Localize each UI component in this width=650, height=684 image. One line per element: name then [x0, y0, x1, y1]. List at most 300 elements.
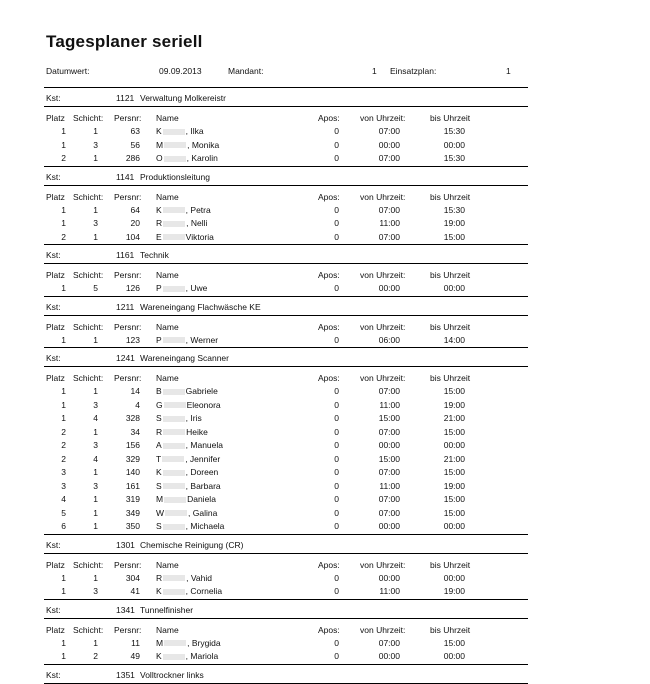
cell-von: 07:00	[378, 231, 400, 242]
redacted-surname	[163, 234, 185, 240]
col-name: Name	[156, 321, 179, 332]
cell-schicht: 1	[93, 494, 98, 504]
cell-name	[156, 400, 221, 410]
cell-von: 11:00	[379, 480, 400, 491]
kst-label: Kst:	[46, 353, 61, 363]
col-schicht: Schicht:	[73, 270, 104, 280]
name-first: Viktoria	[185, 231, 214, 242]
kst-divider	[44, 683, 528, 684]
cell-platz: 3	[61, 480, 66, 491]
kst-label: Kst:	[46, 93, 61, 103]
cell-platz: 1	[61, 218, 66, 228]
cell-name	[156, 232, 214, 242]
einsatzplan-label: Einsatzplan:	[390, 66, 437, 76]
cell-schicht: 1	[93, 426, 98, 437]
col-name: Name	[156, 624, 179, 635]
col-name: Name	[156, 373, 179, 383]
cell-persnr: 56	[130, 139, 140, 150]
cell-platz: 1	[61, 413, 66, 423]
cell-name	[156, 218, 207, 228]
kst-name: Chemische Reinigung (CR)	[140, 539, 244, 550]
kst-divider	[44, 185, 528, 186]
col-name: Name	[156, 270, 179, 280]
redacted-surname	[164, 156, 186, 162]
col-apos: Apos:	[318, 191, 340, 202]
cell-persnr: 140	[125, 467, 140, 477]
cell-schicht: 3	[93, 218, 98, 228]
kst-divider	[44, 553, 528, 554]
cell-bis: 21:00	[443, 453, 465, 464]
col-bis: bis Uhrzeit	[430, 270, 471, 280]
cell-bis: 00:00	[443, 139, 465, 150]
cell-platz: 1	[61, 334, 66, 345]
cell-bis: 15:00	[443, 467, 465, 477]
col-von: von Uhrzeit:	[360, 373, 406, 383]
cell-apos: 0	[334, 126, 339, 136]
col-von: von Uhrzeit:	[360, 624, 406, 635]
cell-bis: 15:00	[443, 386, 465, 396]
col-von: von Uhrzeit:	[360, 321, 406, 332]
redacted-surname	[164, 640, 186, 646]
cell-platz: 2	[61, 453, 66, 464]
cell-persnr: 64	[130, 204, 140, 215]
cell-persnr: 11	[131, 637, 140, 648]
cell-name	[156, 335, 218, 345]
name-initial: R	[156, 218, 163, 228]
cell-apos: 0	[334, 283, 339, 293]
kst-divider	[44, 106, 528, 107]
cell-name	[156, 467, 218, 477]
report-title: Tagesplaner seriell	[46, 32, 203, 51]
cell-von: 11:00	[379, 399, 400, 410]
cell-von: 00:00	[378, 521, 400, 531]
cell-name	[156, 586, 222, 596]
cell-bis: 00:00	[443, 572, 465, 583]
kst-name: Wareneingang Scanner	[140, 353, 229, 363]
kst-number: 1161	[116, 250, 135, 260]
cell-name	[156, 494, 216, 504]
cell-platz: 1	[61, 572, 66, 583]
kst-name: Technik	[140, 250, 169, 260]
name-initial: W	[156, 507, 165, 518]
redacted-surname	[164, 142, 186, 148]
cell-apos: 0	[334, 651, 339, 661]
cell-persnr: 104	[125, 231, 140, 242]
name-first: , Manuela	[185, 440, 224, 450]
cell-bis: 15:00	[443, 231, 465, 242]
cell-persnr: 123	[125, 334, 140, 345]
col-apos: Apos:	[318, 624, 340, 635]
col-apos: Apos:	[318, 113, 340, 123]
name-initial: M	[156, 637, 164, 648]
kst-name: Produktionsleitung	[140, 171, 210, 182]
redacted-surname	[163, 524, 185, 530]
col-von: von Uhrzeit:	[360, 191, 406, 202]
cell-persnr: 14	[130, 386, 140, 396]
kst-number: 1121	[116, 93, 135, 103]
name-first: , Jennifer	[185, 453, 221, 464]
cell-schicht: 1	[93, 231, 98, 242]
cell-schicht: 1	[93, 204, 98, 215]
name-initial: P	[156, 334, 162, 345]
cell-platz: 3	[61, 467, 66, 477]
cell-bis: 00:00	[443, 440, 465, 450]
cell-platz: 1	[61, 586, 66, 596]
col-bis: bis Uhrzeit	[430, 559, 471, 570]
cell-schicht: 1	[93, 521, 98, 531]
cell-platz: 1	[61, 386, 66, 396]
kst-label: Kst:	[46, 604, 61, 615]
name-initial: A	[156, 440, 162, 450]
name-first: Daniela	[187, 494, 216, 504]
cell-schicht: 1	[93, 507, 98, 518]
cell-bis: 00:00	[443, 283, 465, 293]
kst-name: Verwaltung Molkereistr	[140, 93, 226, 103]
mandant-label: Mandant:	[228, 66, 264, 76]
redacted-surname	[163, 654, 185, 660]
col-bis: bis Uhrzeit	[430, 191, 471, 202]
redacted-surname	[163, 483, 185, 489]
cell-apos: 0	[334, 218, 339, 228]
cell-apos: 0	[334, 453, 339, 464]
cell-von: 00:00	[378, 139, 400, 150]
cell-persnr: 161	[125, 480, 140, 491]
name-initial: B	[156, 386, 162, 396]
cell-von: 07:00	[378, 637, 400, 648]
kst-label: Kst:	[46, 301, 61, 312]
cell-persnr: 34	[130, 426, 140, 437]
name-initial: K	[156, 651, 162, 661]
cell-name	[156, 521, 224, 531]
cell-apos: 0	[334, 440, 339, 450]
cell-bis: 15:00	[443, 426, 465, 437]
col-bis: bis Uhrzeit	[430, 373, 471, 383]
kst-number: 1211	[116, 301, 135, 312]
cell-name	[156, 153, 218, 163]
redacted-surname	[164, 497, 186, 503]
name-initial: P	[156, 283, 162, 293]
col-schicht: Schicht:	[73, 321, 104, 332]
cell-von: 00:00	[378, 283, 400, 293]
name-initial: S	[156, 413, 162, 423]
cell-bis: 19:00	[443, 480, 465, 491]
cell-bis: 19:00	[443, 399, 465, 410]
header-divider	[44, 87, 528, 88]
cell-von: 07:00	[378, 386, 400, 396]
cell-name	[156, 638, 221, 648]
cell-schicht: 3	[93, 139, 98, 150]
cell-platz: 1	[61, 399, 66, 410]
datumwert-value: 09.09.2013	[159, 66, 202, 76]
col-name: Name	[156, 113, 179, 123]
name-first: , Monika	[187, 139, 220, 150]
col-platz: Platz	[46, 373, 65, 383]
kst-name: Volltrockner links	[140, 669, 204, 680]
cell-platz: 2	[61, 153, 66, 163]
col-schicht: Schicht:	[73, 113, 104, 123]
cell-von: 07:00	[378, 467, 400, 477]
kst-name: Wareneingang Flachwäsche KE	[140, 301, 261, 312]
name-first: , Mariola	[185, 651, 219, 661]
section-end-divider	[44, 244, 528, 245]
name-first: Eleonora	[186, 399, 221, 410]
cell-von: 07:00	[378, 204, 400, 215]
kst-divider	[44, 315, 528, 316]
name-initial: E	[156, 231, 162, 242]
name-first: Gabriele	[185, 386, 218, 396]
cell-von: 15:00	[378, 453, 400, 464]
kst-name: Tunnelfinisher	[140, 604, 194, 615]
cell-bis: 15:00	[443, 637, 465, 648]
section-end-divider	[44, 347, 528, 348]
section-end-divider	[44, 664, 528, 665]
cell-name	[156, 481, 221, 491]
col-bis: bis Uhrzeit	[430, 321, 471, 332]
kst-number: 1351	[116, 669, 135, 680]
cell-apos: 0	[334, 426, 339, 437]
kst-label: Kst:	[46, 539, 61, 550]
cell-platz: 2	[61, 231, 66, 242]
col-bis: bis Uhrzeit	[430, 113, 471, 123]
redacted-surname	[163, 443, 185, 449]
col-schicht: Schicht:	[73, 559, 104, 570]
cell-apos: 0	[334, 494, 339, 504]
name-first: , Uwe	[185, 283, 208, 293]
cell-schicht: 1	[93, 572, 98, 583]
section-end-divider	[44, 599, 528, 600]
cell-apos: 0	[334, 586, 339, 596]
cell-persnr: 4	[135, 399, 140, 410]
cell-schicht: 1	[93, 126, 98, 136]
name-first: , Brygida	[187, 637, 221, 648]
name-initial: K	[156, 204, 162, 215]
cell-von: 00:00	[378, 572, 400, 583]
cell-von: 07:00	[378, 494, 400, 504]
name-first: , Nelli	[186, 218, 208, 228]
cell-persnr: 20	[130, 218, 140, 228]
col-von: von Uhrzeit:	[360, 113, 406, 123]
name-first: , Karolin	[186, 153, 218, 163]
name-initial: K	[156, 126, 162, 136]
cell-schicht: 1	[93, 153, 98, 163]
name-initial: R	[156, 572, 163, 583]
name-initial: S	[156, 480, 162, 491]
cell-schicht: 1	[93, 386, 98, 396]
redacted-surname	[164, 402, 186, 408]
einsatzplan-value: 1	[506, 66, 511, 76]
cell-name	[156, 283, 207, 293]
cell-persnr: 49	[130, 651, 140, 661]
kst-label: Kst:	[46, 171, 61, 182]
cell-bis: 00:00	[443, 651, 465, 661]
redacted-surname	[163, 337, 185, 343]
kst-label: Kst:	[46, 250, 61, 260]
col-schicht: Schicht:	[73, 373, 104, 383]
name-first: , Michaela	[185, 521, 225, 531]
section-end-divider	[44, 296, 528, 297]
kst-divider	[44, 263, 528, 264]
name-initial: M	[156, 494, 164, 504]
cell-schicht: 1	[93, 334, 98, 345]
cell-persnr: 156	[125, 440, 140, 450]
col-schicht: Schicht:	[73, 191, 104, 202]
col-von: von Uhrzeit:	[360, 559, 406, 570]
redacted-surname	[163, 129, 185, 135]
cell-schicht: 3	[93, 440, 98, 450]
cell-bis: 15:30	[443, 204, 465, 215]
cell-schicht: 4	[93, 413, 98, 423]
col-persnr: Persnr:	[114, 191, 142, 202]
cell-platz: 5	[61, 507, 66, 518]
col-platz: Platz	[46, 321, 65, 332]
cell-bis: 15:00	[443, 494, 465, 504]
cell-bis: 21:00	[443, 413, 465, 423]
cell-bis: 15:30	[443, 126, 465, 136]
cell-name	[156, 140, 219, 150]
cell-name	[156, 440, 223, 450]
cell-apos: 0	[334, 521, 339, 531]
cell-bis: 15:30	[443, 153, 465, 163]
cell-von: 11:00	[379, 218, 400, 228]
name-initial: S	[156, 521, 162, 531]
col-apos: Apos:	[318, 373, 340, 383]
col-apos: Apos:	[318, 559, 340, 570]
cell-bis: 19:00	[443, 218, 465, 228]
cell-platz: 2	[61, 426, 66, 437]
col-name: Name	[156, 191, 179, 202]
cell-apos: 0	[334, 480, 339, 491]
name-first: , Cornelia	[185, 586, 223, 596]
cell-platz: 2	[61, 440, 66, 450]
section-end-divider	[44, 534, 528, 535]
redacted-surname	[163, 221, 185, 227]
col-schicht: Schicht:	[73, 624, 104, 635]
cell-name	[156, 126, 204, 136]
cell-von: 00:00	[378, 651, 400, 661]
kst-label: Kst:	[46, 669, 61, 680]
cell-name	[156, 508, 217, 518]
cell-von: 00:00	[378, 440, 400, 450]
name-first: , Werner	[185, 334, 219, 345]
col-platz: Platz	[46, 624, 65, 635]
cell-von: 06:00	[378, 334, 400, 345]
kst-divider	[44, 366, 528, 367]
name-first: , Galina	[188, 507, 218, 518]
name-initial: M	[156, 139, 164, 150]
col-platz: Platz	[46, 191, 65, 202]
col-platz: Platz	[46, 270, 65, 280]
cell-platz: 1	[61, 651, 66, 661]
redacted-surname	[163, 286, 185, 292]
redacted-surname	[163, 470, 185, 476]
redacted-surname	[163, 389, 185, 395]
name-initial: R	[156, 426, 163, 437]
cell-bis: 15:00	[443, 507, 465, 518]
col-persnr: Persnr:	[114, 373, 142, 383]
cell-persnr: 350	[125, 521, 140, 531]
cell-persnr: 319	[125, 494, 140, 504]
redacted-surname	[162, 456, 184, 462]
cell-persnr: 329	[125, 453, 140, 464]
redacted-surname	[163, 416, 185, 422]
cell-von: 07:00	[378, 126, 400, 136]
cell-apos: 0	[334, 399, 339, 410]
cell-name	[156, 413, 202, 423]
cell-persnr: 304	[125, 572, 140, 583]
cell-name	[156, 205, 211, 215]
redacted-surname	[163, 575, 185, 581]
cell-apos: 0	[334, 231, 339, 242]
cell-schicht: 5	[93, 283, 98, 293]
mandant-value: 1	[372, 66, 377, 76]
col-persnr: Persnr:	[114, 321, 142, 332]
cell-von: 11:00	[379, 586, 400, 596]
name-initial: T	[156, 453, 162, 464]
name-first: , Petra	[185, 204, 211, 215]
cell-bis: 00:00	[443, 521, 465, 531]
col-persnr: Persnr:	[114, 559, 142, 570]
redacted-surname	[163, 589, 185, 595]
col-name: Name	[156, 559, 179, 570]
cell-schicht: 1	[93, 637, 98, 648]
cell-apos: 0	[334, 334, 339, 345]
col-persnr: Persnr:	[114, 624, 142, 635]
cell-schicht: 1	[93, 467, 98, 477]
section-end-divider	[44, 166, 528, 167]
col-von: von Uhrzeit:	[360, 270, 406, 280]
cell-apos: 0	[334, 413, 339, 423]
cell-platz: 1	[61, 283, 66, 293]
cell-platz: 1	[61, 637, 66, 648]
cell-apos: 0	[334, 153, 339, 163]
cell-platz: 1	[61, 204, 66, 215]
cell-name	[156, 427, 208, 437]
cell-schicht: 4	[93, 453, 98, 464]
cell-schicht: 3	[93, 480, 98, 491]
name-initial: K	[156, 467, 162, 477]
cell-von: 07:00	[378, 153, 400, 163]
cell-name	[156, 454, 220, 464]
cell-platz: 6	[61, 521, 66, 531]
cell-persnr: 41	[130, 586, 140, 596]
cell-apos: 0	[334, 204, 339, 215]
kst-number: 1341	[116, 604, 135, 615]
col-platz: Platz	[46, 113, 65, 123]
cell-bis: 19:00	[443, 586, 465, 596]
name-initial: K	[156, 586, 162, 596]
cell-schicht: 3	[93, 399, 98, 410]
cell-apos: 0	[334, 637, 339, 648]
name-initial: G	[156, 399, 163, 410]
name-first: Heike	[186, 426, 208, 437]
col-platz: Platz	[46, 559, 65, 570]
redacted-surname	[163, 207, 185, 213]
redacted-surname	[163, 429, 185, 435]
cell-platz: 4	[61, 494, 66, 504]
cell-name	[156, 573, 212, 583]
kst-number: 1141	[116, 171, 135, 182]
name-first: , Doreen	[185, 467, 219, 477]
cell-name	[156, 651, 218, 661]
col-persnr: Persnr:	[114, 113, 142, 123]
datumwert-label: Datumwert:	[46, 66, 90, 76]
cell-apos: 0	[334, 386, 339, 396]
col-apos: Apos:	[318, 321, 340, 332]
cell-name	[156, 386, 218, 396]
name-first: , Barbara	[185, 480, 221, 491]
cell-apos: 0	[334, 507, 339, 518]
col-bis: bis Uhrzeit	[430, 624, 471, 635]
